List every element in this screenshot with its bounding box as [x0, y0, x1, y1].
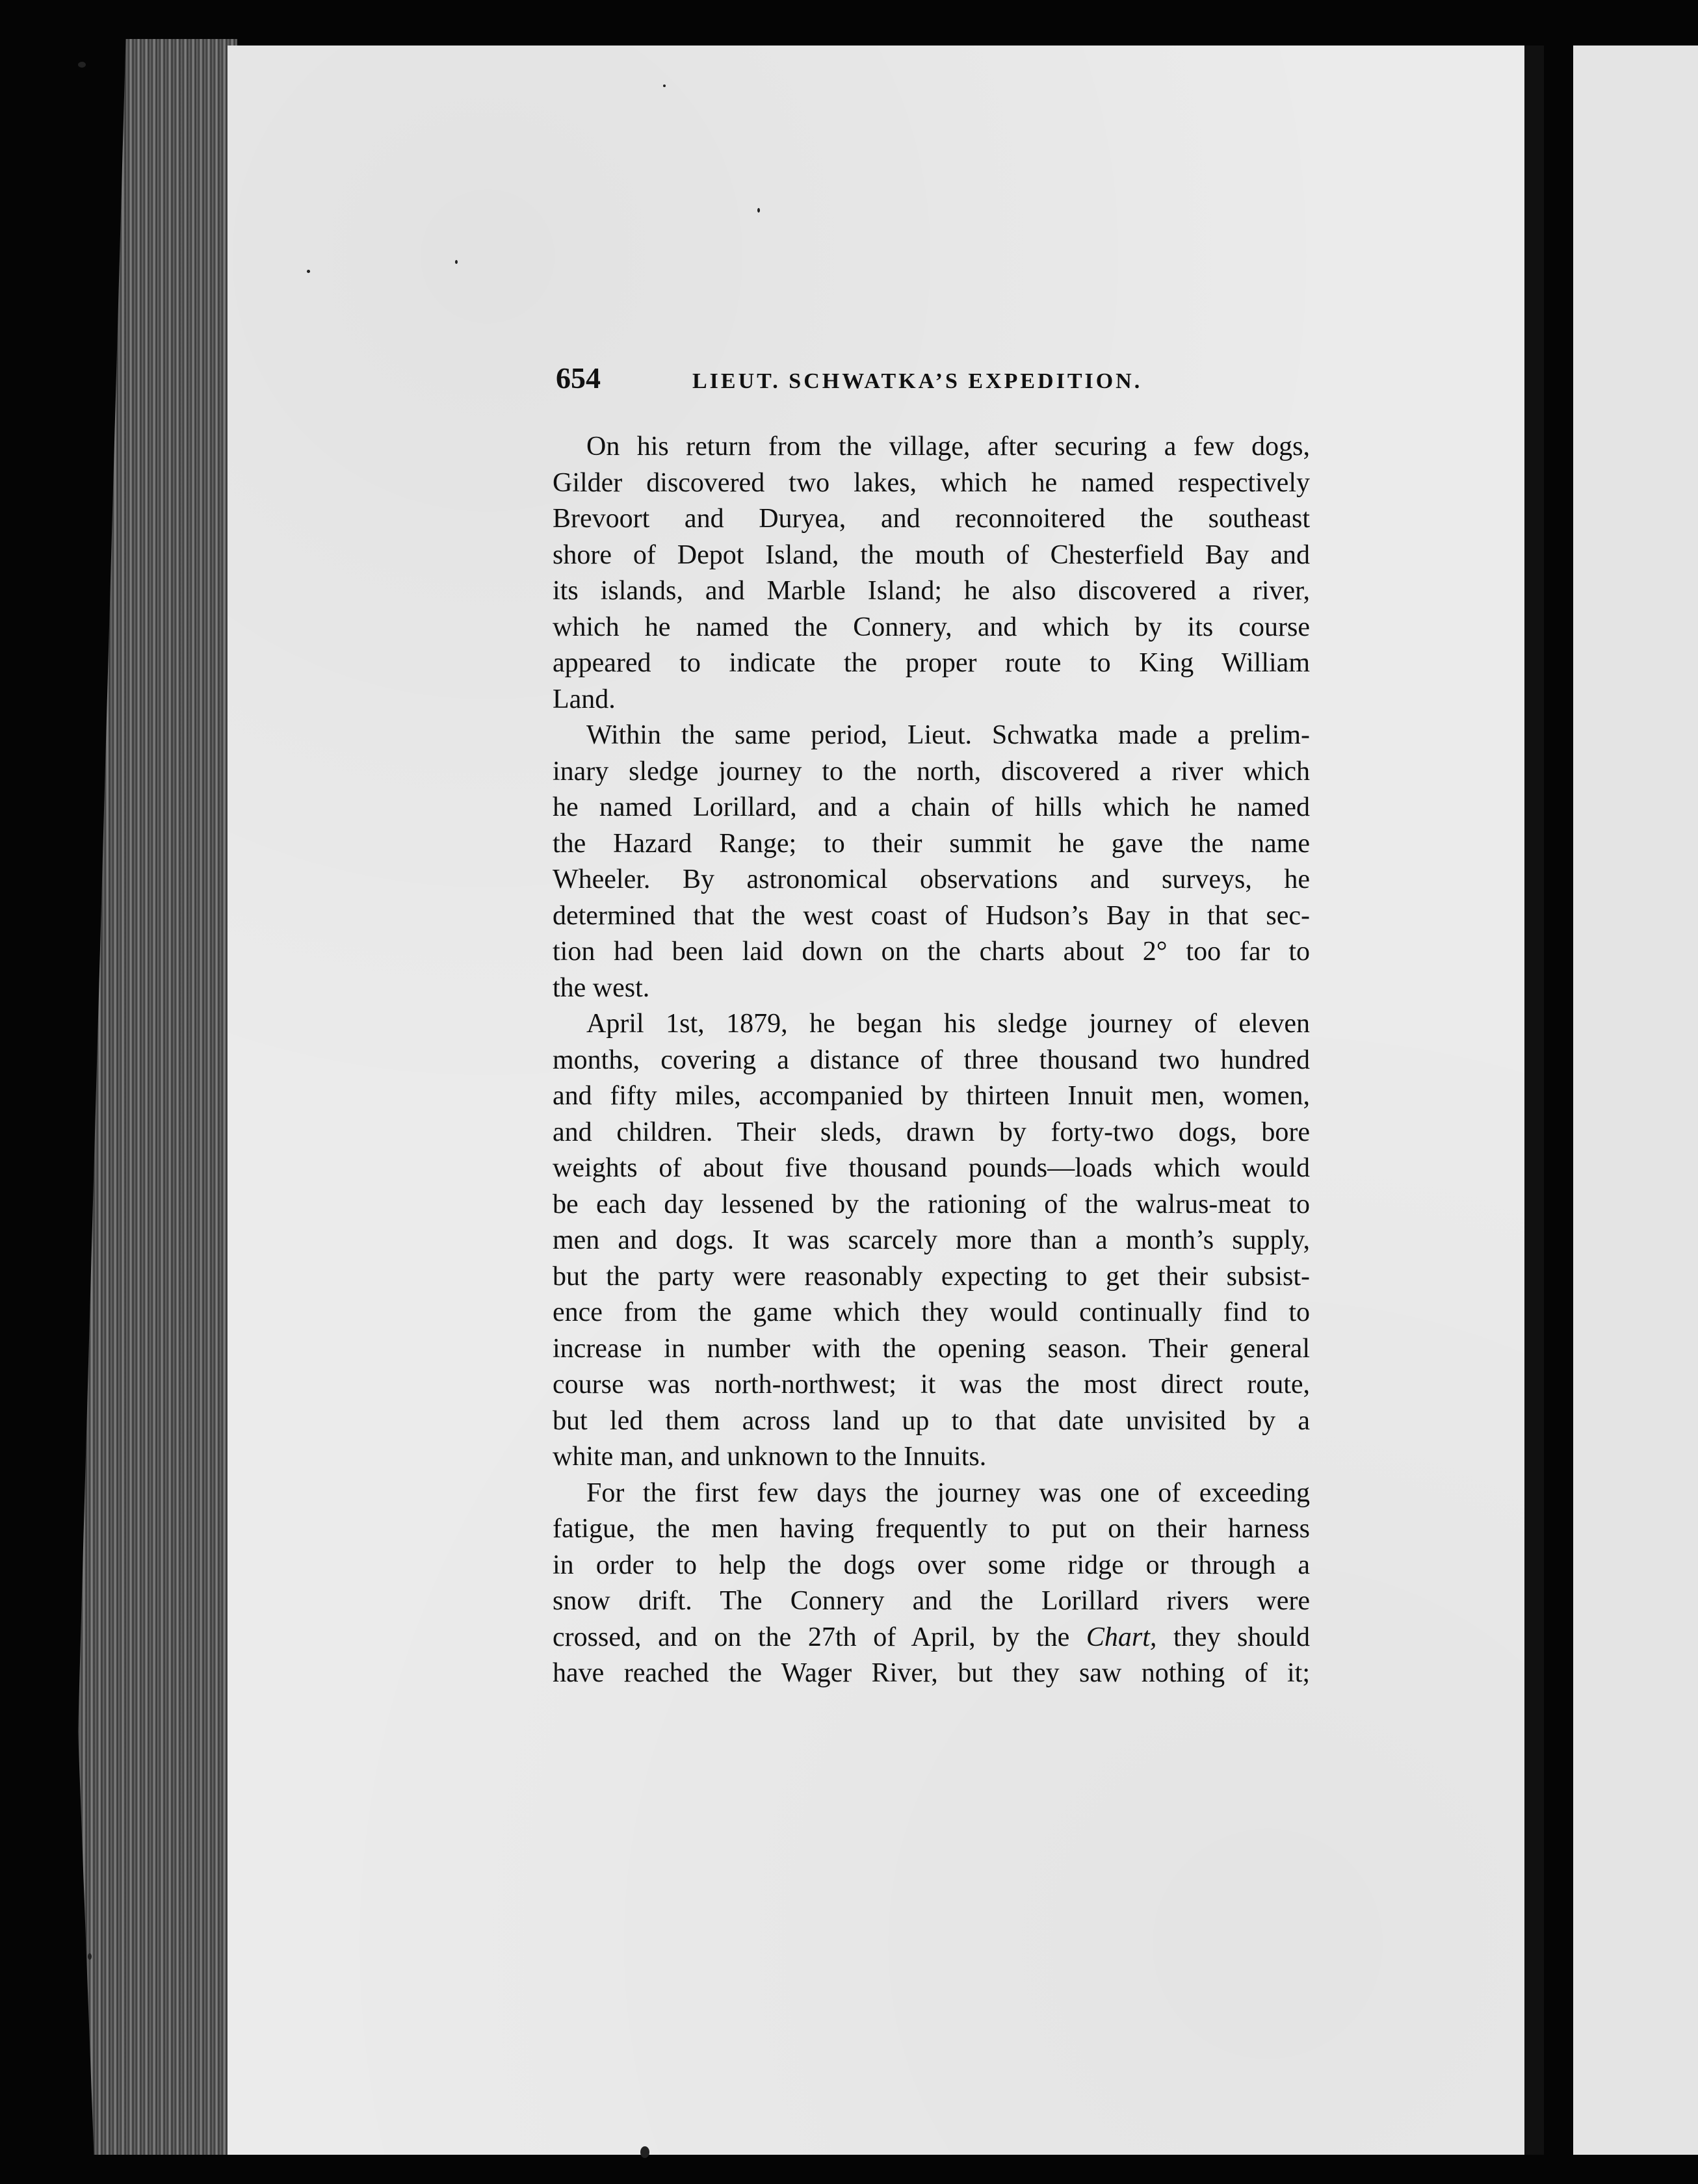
text-line: the west. [553, 972, 650, 1003]
body-text [553, 429, 1310, 1692]
text-line: its islands, and Marble Island; he also discovered a river, [553, 576, 1310, 606]
text-line: On his return from the village, after securing a few dogs, [586, 432, 1310, 462]
paragraph [553, 718, 1310, 1006]
text-line: and children. Their sleds, drawn by forty-two dogs, bore [553, 1117, 1310, 1147]
text-line: increase in number with the opening season. Their general [553, 1333, 1310, 1364]
text-line: inary sledge journey to the north, discovered a river which [553, 756, 1310, 786]
facing-page-edge [1573, 46, 1698, 2155]
running-title: LIEUT. SCHWATKA’S EXPEDITION. [692, 369, 1143, 393]
text-run: crossed, and on the 27th of April, by the [553, 1622, 1086, 1652]
text-line: but led them across land up to that date unvisited by a [553, 1405, 1310, 1436]
text-run: they should [1156, 1622, 1311, 1652]
paragraph [553, 1476, 1310, 1692]
text-line: weights of about five thousand pounds—loads which would [553, 1153, 1310, 1183]
page-number: 654 [556, 361, 601, 395]
text-line: men and dogs. It was scarcely more than a month’s supply, [553, 1225, 1310, 1255]
text-line: which he named the Connery, and which by its course [553, 612, 1310, 642]
text-line: white man, and unknown to the Innuits. [553, 1442, 987, 1472]
text-line: months, covering a distance of three thousand two hundred [553, 1045, 1310, 1075]
text-line: course was north-northwest; it was the most direct route, [553, 1370, 1310, 1399]
text-line: he named Lorillard, and a chain of hills which he named [553, 792, 1310, 822]
text-line: Brevoort and Duryea, and reconnoitered the southeast [553, 504, 1310, 534]
text-line-mixed [553, 1620, 1310, 1656]
paragraph [553, 1006, 1310, 1476]
running-head [556, 361, 1310, 400]
text-line: Gilder discovered two lakes, which he named respectively [553, 467, 1310, 498]
text-line: For the first few days the journey was one of exceeding [586, 1477, 1310, 1508]
text-line: in order to help the dogs over some ridge or through a [553, 1550, 1310, 1580]
text-line: but the party were reasonably expecting to get their subsist- [553, 1261, 1310, 1292]
text-line: Within the same period, Lieut. Schwatka made a prelim- [586, 720, 1310, 750]
text-line: the Hazard Range; to their summit he gave the name [553, 828, 1310, 859]
text-line: snow drift. The Connery and the Lorillard rivers were [553, 1586, 1310, 1616]
text-line: ence from the game which they would continually find to [553, 1297, 1310, 1327]
text-line: Land. [553, 684, 616, 714]
text-line: and fifty miles, accompanied by thirteen Innuit men, women, [553, 1081, 1310, 1111]
text-line: April 1st, 1879, he began his sledge journey of eleven [586, 1009, 1310, 1039]
text-line: tion had been laid down on the charts about 2° too far to [553, 937, 1310, 967]
text-line: fatigue, the men having frequently to put on their harness [553, 1514, 1310, 1544]
text-line: shore of Depot Island, the mouth of Chesterfield Bay and [553, 540, 1310, 570]
paragraph [553, 429, 1310, 718]
italic-word: Chart, [1086, 1622, 1157, 1652]
book-gutter [1524, 46, 1544, 2155]
text-line: have reached the Wager River, but they saw nothing of it; [553, 1658, 1310, 1688]
text-line: appeared to indicate the proper route to King William [553, 648, 1310, 678]
text-line: be each day lessened by the rationing of the walrus-meat to [553, 1189, 1310, 1219]
text-line: Wheeler. By astronomical observations and surveys, he [553, 864, 1310, 894]
text-line: determined that the west coast of Hudson’s Bay in that sec- [553, 900, 1310, 931]
